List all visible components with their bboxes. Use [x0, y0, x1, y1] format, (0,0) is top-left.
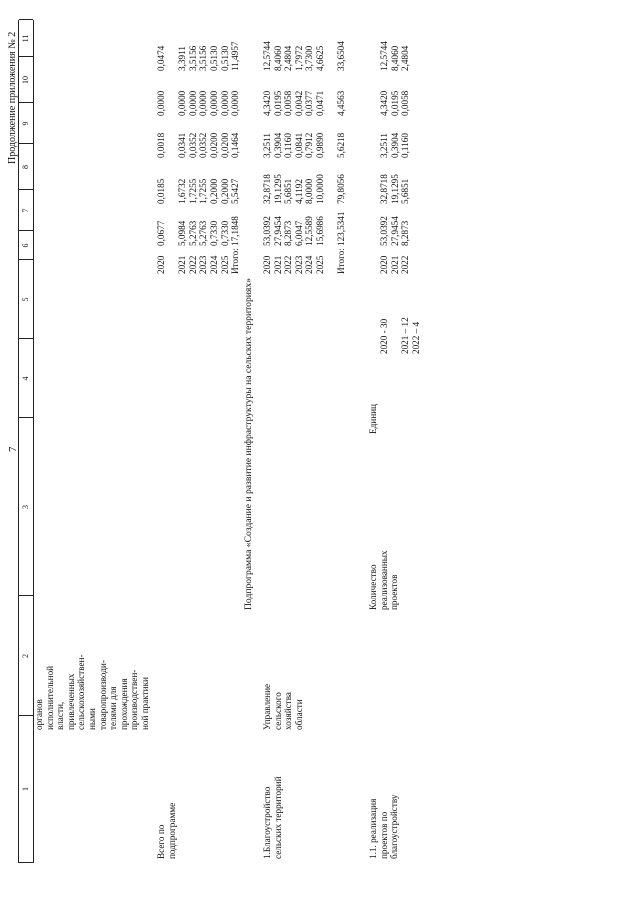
col-4-header: 4	[19, 338, 33, 418]
task-col10: 4,3420 0,0195 0,0058 0,0042 0,0377 0,0471 4,4563	[262, 90, 347, 116]
total-col10: 0,0000 0,0000 0,0000 0,0000 0,0000 0,0000 0,0000	[156, 90, 241, 116]
measure-col9: 3,2511 0,3904 0,1160	[379, 132, 411, 158]
measure-col7: 53,0392 27,9454 8,2873	[379, 216, 411, 246]
total-col11: 0,0474 3,3911 3,5156 3,5156 0,5130 0,5130 11,4957	[156, 41, 241, 71]
col-11-header: 11	[19, 19, 33, 57]
col-5-header: 5	[19, 259, 33, 339]
task-col11: 12,5744 8,4060 2,4804 1,7972 3,7300 4,6625 33,6504	[262, 41, 347, 71]
measure-col11: 12,5744 8,4060 2,4804	[379, 41, 411, 71]
task-col7: 53,0392 27,9454 8,2873 6,0047 12,5589 15,6986 123,5341	[262, 211, 347, 246]
column-number-row	[18, 20, 34, 863]
measure-years: 2020 2021 2022	[379, 255, 411, 274]
page-number: 7	[7, 446, 19, 452]
measure-col8: 32,8718 19,1295 5,6851	[379, 174, 411, 204]
total-col9: 0,0018 0,0341 0,0352 0,0352 0,0200 0,0200 0,1464	[156, 132, 241, 158]
total-col7: 0,0677 5,0984 5,2763 5,2763 0,7330 0,7330 17,1848	[156, 216, 241, 246]
subprogram-title: Подпрограмма «Создание и развитие инфраструктуры на сельских территориях»	[243, 278, 254, 610]
measure-name: 1.1. реализация проектов по благоустройству	[368, 794, 400, 859]
total-years: 2020 2021 2022 2023 2024 2025 Итого:	[156, 248, 241, 274]
measure-col10: 4,3420 0,0195 0,0058	[379, 90, 411, 116]
col-2-header: 2	[19, 595, 33, 716]
col-10-header: 10	[19, 56, 33, 103]
task-responsible: Управление сельского хозяйства области	[262, 683, 304, 730]
total-col8: 0,0185 1,6732 1,7255 1,7255 0,2000 0,2000 5,5427	[156, 178, 241, 204]
col-3-header: 3	[19, 417, 33, 596]
task-name: 1.Благоустройство сельских территорий	[262, 776, 283, 859]
task-col9: 3,2511 0,3904 0,1160 0,0841 0,7912 0,9890 5,6218	[262, 132, 347, 158]
col-8-header: 8	[19, 143, 33, 190]
measure-unit: Единиц	[368, 404, 378, 434]
continuation-label: Продолжение приложения № 2	[7, 31, 18, 164]
col-1-header: 1	[19, 715, 33, 862]
col-6-header: 6	[19, 230, 33, 260]
total-label: Всего по подпрограмме	[156, 802, 177, 859]
authority-text: органов исполнительной власти, привлеченных сельскохозяйствен- ными товаропроизводи- телями для прохождения производствен- ной практики	[34, 654, 150, 730]
rotated-sheet	[7, 0, 630, 880]
task-col8: 32,8718 19,1295 5,6851 4,1192 8,0000 10,0000 79,8056	[262, 174, 347, 204]
col-7-header: 7	[19, 189, 33, 231]
measure-indicator: Количество реализованных проектов	[368, 550, 400, 610]
measure-targets: 2020 - 30 2021 – 12 2022 – 4	[379, 317, 421, 354]
col-9-header: 9	[19, 102, 33, 144]
task-years: 2020 2021 2022 2023 2024 2025 Итого:	[262, 248, 347, 274]
